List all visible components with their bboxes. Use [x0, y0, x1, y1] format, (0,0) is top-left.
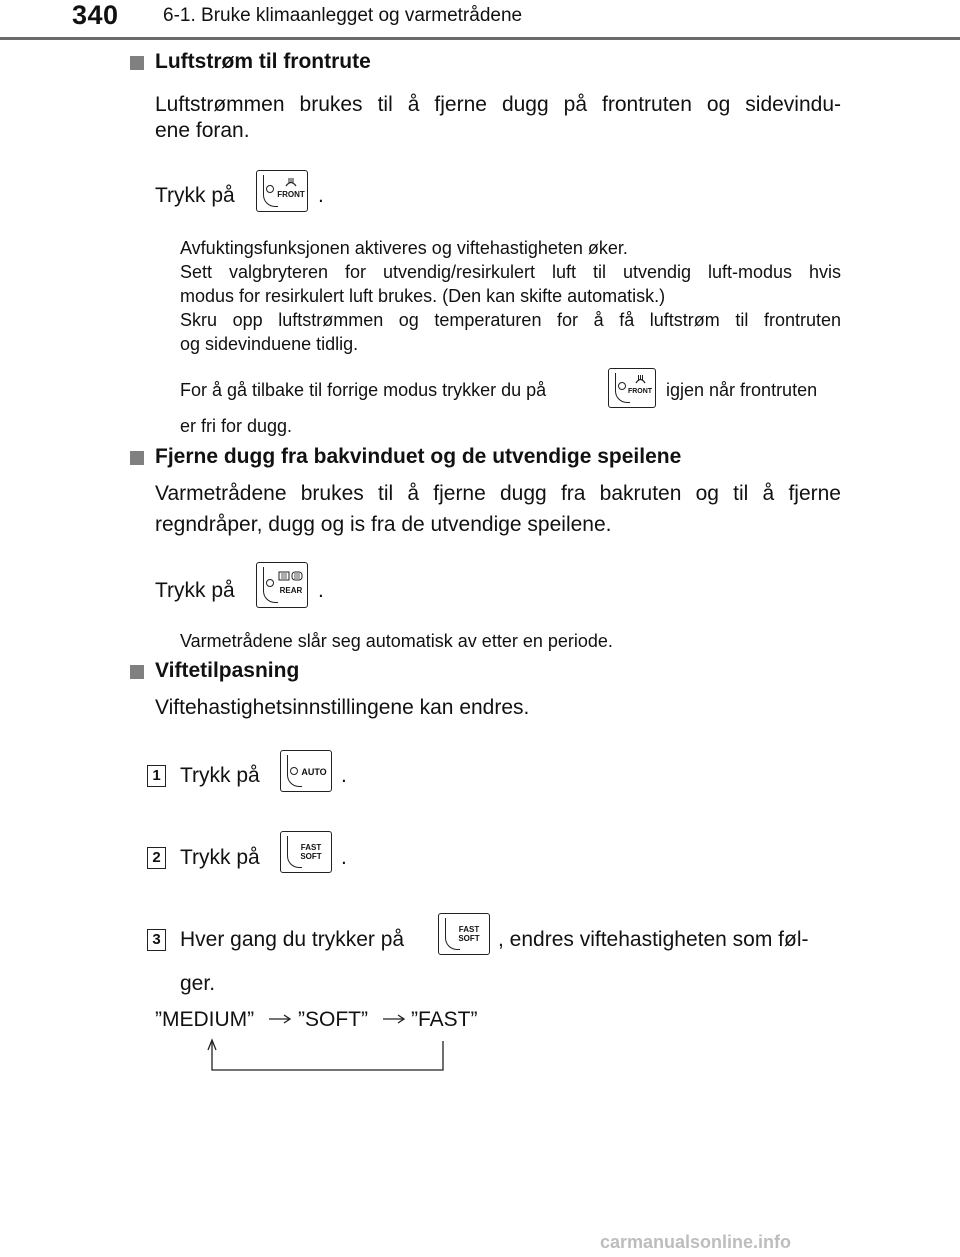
cycle-return-arrow	[204, 1038, 448, 1074]
cycle-medium: ”MEDIUM”	[155, 1008, 255, 1031]
soft-label: SOFT	[458, 934, 480, 943]
front-return-suffix: igjen når frontruten	[666, 380, 818, 400]
rear-body-line2: regndråper, dugg og is fra de utvendige speilene.	[155, 513, 612, 536]
cycle-soft: ”SOFT”	[298, 1008, 368, 1031]
section-heading-rear: Fjerne dugg fra bakvinduet og de utvendige speilene	[155, 445, 682, 468]
rear-button-label: REAR	[279, 586, 303, 595]
arrow-right-icon	[268, 1014, 292, 1024]
rear-defogger-button[interactable]	[256, 562, 308, 608]
rear-body-line1: Varmetrådene brukes til å fjerne dugg fra bakruten og til å fjerne	[155, 482, 841, 505]
step2-suffix: .	[341, 846, 347, 869]
step-number-3: 3	[147, 929, 166, 951]
front-defroster-button-inline[interactable]	[608, 368, 656, 408]
rear-press-prefix: Trykk på	[155, 579, 235, 602]
front-press-prefix: Trykk på	[155, 184, 235, 207]
arrow-right-icon	[382, 1014, 406, 1024]
bullet-square-icon	[130, 451, 144, 465]
front-note-line5: og sidevinduene tidlig.	[180, 334, 359, 354]
step-number-2: 2	[147, 847, 166, 869]
indicator-light-icon	[266, 579, 274, 587]
front-note-line2: Sett valgbryteren for utvendig/resirkulert luft til utvendig luft-modus hvis	[180, 262, 841, 282]
bullet-square-icon	[130, 665, 144, 679]
auto-button[interactable]	[280, 750, 332, 792]
fast-label: FAST	[300, 843, 322, 852]
step1-suffix: .	[341, 764, 347, 787]
front-press-suffix: .	[318, 184, 324, 207]
bullet-square-icon	[130, 56, 144, 70]
front-button-label: FRONT	[277, 190, 305, 199]
section-heading-front: Luftstrøm til frontrute	[155, 50, 371, 73]
front-button-label-inline: FRONT	[627, 388, 653, 395]
front-note-line3: modus for resirkulert luft brukes. (Den kan skifte automatisk.)	[180, 286, 666, 306]
fast-soft-button-step3[interactable]	[438, 913, 490, 955]
cycle-fast: ”FAST”	[411, 1008, 478, 1031]
header-rule	[0, 37, 960, 40]
step3-prefix: Hver gang du trykker på	[180, 928, 405, 951]
section-heading-fan: Viftetilpasning	[155, 659, 300, 682]
step3-suffix: , endres viftehastigheten som føl-	[498, 928, 809, 951]
indicator-light-icon	[266, 185, 274, 193]
step3-line2: ger.	[180, 972, 216, 995]
front-body-line2: ene foran.	[155, 119, 250, 142]
windshield-defrost-icon	[284, 177, 298, 187]
auto-button-label: AUTO	[301, 767, 327, 777]
front-return-line2: er fri for dugg.	[180, 416, 293, 436]
indicator-light-icon	[290, 767, 298, 775]
rear-note: Varmetrådene slår seg automatisk av etter en periode.	[180, 631, 613, 651]
step1-prefix: Trykk på	[180, 764, 260, 787]
fan-body: Viftehastighetsinnstillingene kan endres.	[155, 696, 530, 719]
front-note-line4: Skru opp luftstrømmen og temperaturen for å få luftstrøm til frontruten	[180, 310, 841, 330]
windshield-defrost-icon	[634, 374, 647, 384]
soft-label: SOFT	[300, 852, 322, 861]
front-return-prefix: For å gå tilbake til forrige modus trykker du på	[180, 380, 547, 400]
page-number: 340	[72, 0, 119, 30]
fast-label: FAST	[458, 925, 480, 934]
footer-watermark: carmanualsonline.info	[600, 1232, 792, 1252]
front-body-line1: Luftstrømmen brukes til å fjerne dugg på frontruten og sidevindu-	[155, 93, 841, 116]
rear-press-suffix: .	[318, 579, 324, 602]
fast-soft-button[interactable]	[280, 831, 332, 873]
rear-window-mirror-defog-icon	[278, 571, 304, 581]
step-number-1: 1	[147, 765, 166, 787]
running-head: 6-1. Bruke klimaanlegget og varmetrådene	[163, 5, 523, 26]
step2-prefix: Trykk på	[180, 846, 260, 869]
front-note-line1: Avfuktingsfunksjonen aktiveres og viftehastigheten øker.	[180, 238, 628, 258]
front-defroster-button[interactable]	[256, 170, 308, 212]
